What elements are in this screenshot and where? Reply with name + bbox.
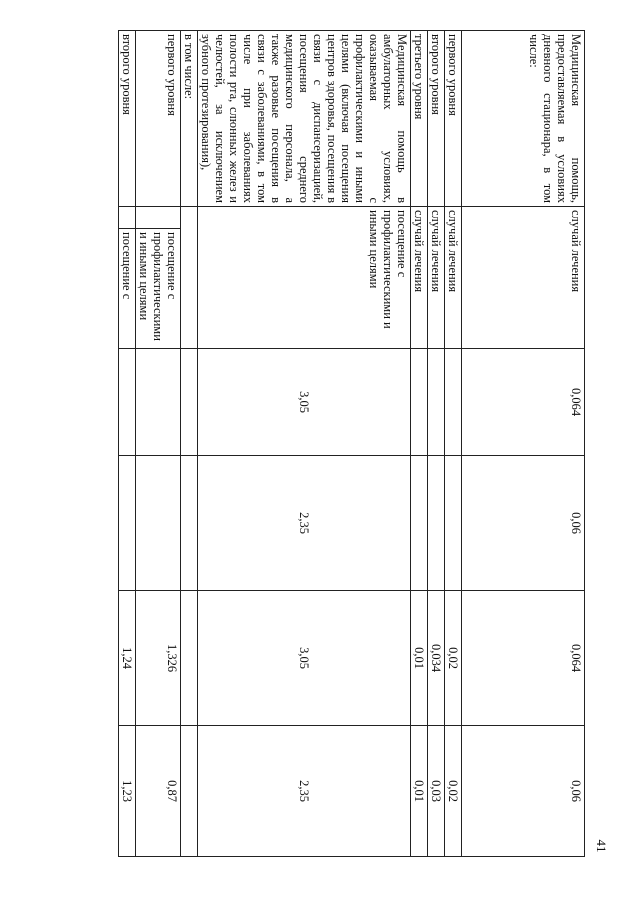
table-row [198, 31, 411, 857]
table-row [428, 31, 445, 857]
value-cell: 1,326 [136, 591, 181, 726]
value-cell [445, 349, 462, 456]
service-cell: второго уровня [119, 31, 136, 207]
unit-cell [119, 207, 136, 229]
service-cell: второго уровня [428, 31, 445, 207]
value-cell: 1,24 [119, 591, 136, 726]
value-cell [445, 456, 462, 591]
table-row [445, 31, 462, 857]
value-cell: 0,01 [411, 591, 428, 726]
value-cell [136, 456, 181, 591]
value-cell [181, 591, 198, 726]
value-cell: 0,01 [411, 726, 428, 857]
value-cell: 2,35 [198, 726, 411, 857]
value-cell [119, 349, 136, 456]
value-cell [411, 456, 428, 591]
value-cell: 3,05 [198, 349, 411, 456]
value-cell: 0,03 [428, 726, 445, 857]
value-cell: 2,35 [198, 456, 411, 591]
value-cell [428, 456, 445, 591]
value-cell: 0,06 [462, 726, 585, 857]
value-cell: 0,064 [462, 349, 585, 456]
value-cell: 3,05 [198, 591, 411, 726]
value-cell: 0,87 [136, 726, 181, 857]
value-cell [181, 349, 198, 456]
unit-cell: посещение с профилактическими и иными целями [198, 207, 411, 349]
service-cell: Медицинская помощь, предоставляемая в условиях дневного стационара, в том числе: [462, 31, 585, 207]
value-cell: 0,02 [445, 726, 462, 857]
value-cell: 0,064 [462, 591, 585, 726]
table-row [181, 31, 198, 857]
value-cell: 0,034 [428, 591, 445, 726]
page-number: 41 [594, 839, 609, 853]
value-cell [119, 456, 136, 591]
service-cell: первого уровня [136, 31, 181, 207]
standards-table [118, 30, 585, 857]
service-cell: в том числе: [181, 31, 198, 207]
value-cell: 0,02 [445, 591, 462, 726]
table-row [411, 31, 428, 857]
value-cell [136, 349, 181, 456]
service-cell: Медицинская помощь в амбулаторных условиях, оказываемая с профилактическими и иными целями (включая посещения центров здоровья, посещения в связи с диспансеризацией, посещения среднего медицинского персонала, а также разовые посещения в связи с заболеваниями, в том числе при заболеваниях полости рта, слюнных желез и челюстей, за исключением зубного протезирования), [198, 31, 411, 207]
value-cell [411, 349, 428, 456]
sub-unit-cell: посещение с профилактическими и иными целями [136, 229, 181, 349]
table-row [119, 31, 136, 857]
value-cell [181, 726, 198, 857]
unit-cell: случай лечения [411, 207, 428, 349]
value-cell [428, 349, 445, 456]
unit-cell [181, 207, 198, 349]
service-cell: третьего уровня [411, 31, 428, 207]
rotated-page [0, 30, 585, 856]
table-row [136, 31, 181, 857]
unit-cell: случай лечения [445, 207, 462, 349]
table-row [462, 31, 585, 857]
unit-cell: случай лечения [462, 207, 585, 349]
sub-unit-cell: посещение с [119, 229, 136, 349]
service-cell: первого уровня [445, 31, 462, 207]
value-cell: 0,06 [462, 456, 585, 591]
unit-cell: случай лечения [428, 207, 445, 349]
unit-cell [136, 207, 181, 229]
value-cell [181, 456, 198, 591]
value-cell: 1,23 [119, 726, 136, 857]
